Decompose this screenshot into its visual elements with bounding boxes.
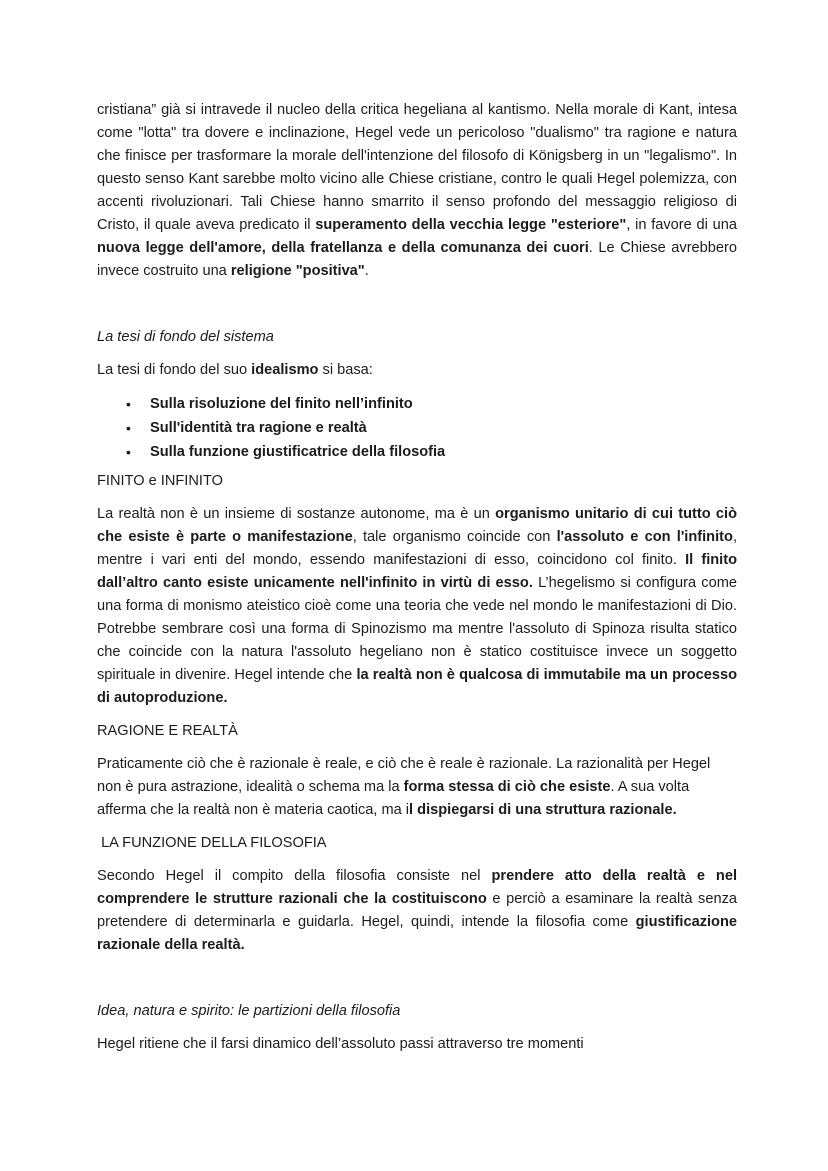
bold-text-run: organismo unitario di cui tutto ciò che esiste è parte o manifestazione	[97, 506, 742, 545]
text-run: Idea, natura e spirito: le partizioni della filosofia	[97, 1003, 401, 1019]
idea-natura-spirito-paragraph	[97, 1033, 737, 1056]
bold-text-run: idealismo	[251, 362, 319, 378]
document-content	[97, 99, 742, 1056]
tesi-intro-paragraph	[97, 359, 737, 382]
text-run: La tesi di fondo del suo	[97, 362, 252, 378]
section-heading-tesi-di-fondo	[97, 326, 737, 349]
bullet-glyph-icon: •	[126, 420, 131, 436]
bold-text-run: Il finito dall’altro canto esiste unicamente nell'infinito in virtù di esso.	[97, 552, 742, 591]
intro-paragraph	[97, 99, 742, 283]
text-run: , in favore di una	[626, 217, 742, 233]
text-run: RAGIONE E REALTÀ	[97, 723, 238, 739]
heading-ragione-realta	[97, 720, 737, 743]
bullet-glyph-icon: •	[126, 444, 131, 460]
text-run: cristiana” già si intravede il nucleo della critica hegeliana al kantismo. Nella morale di Kant, intesa come "lotta" tra dovere e inclinazione, Hegel vede un pericoloso "dualismo" tra ragione e natura che finisce per trasformare la morale dell'intenzione del filosofo di Königsberg in un "legalismo". In questo senso Kant sarebbe molto vicino alle Chiese cristiane, contro le quali Hegel polemizza, con accenti rivoluzionari. Tali Chiese hanno smarrito il senso profondo del messaggio religioso di Cristo, il quale aveva predicato il	[97, 102, 742, 233]
text-run: L’hegelismo si configura come una forma di monismo ateistico cioè come una teoria che vede nel mondo le manifestazioni di Dio. Potrebbe sembrare così una forma di Spinozismo ma mentre l'assoluto di Spinoza risulta statico che coincide con la natura l'assoluto hegeliano non è statico costituisce invece un soggetto spirituale in divenire. Hegel intende che	[97, 575, 742, 683]
text-run: LA FUNZIONE DELLA FILOSOFIA	[97, 835, 327, 851]
bullet-item	[97, 416, 737, 440]
bold-text-run: prendere atto della realtà e nel comprendere le strutture razionali che la costituiscono	[97, 868, 742, 907]
bullet-item	[97, 440, 737, 464]
bold-text-run: forma stessa di ciò che esiste	[403, 779, 611, 795]
bullet-glyph-icon: •	[126, 396, 131, 412]
text-run: La realtà non è un insieme di sostanze autonome, ma è un	[97, 506, 496, 522]
bold-text-run: nuova legge dell'amore, della fratellanza e della comunanza dei cuori	[97, 240, 589, 256]
text-run: . A sua volta afferma che la realtà non è materia caotica, ma i	[97, 779, 694, 818]
heading-funzione-filosofia	[97, 832, 737, 855]
bold-text-run: superamento della vecchia legge "esteriore"	[315, 217, 627, 233]
bold-text-run: Sulla funzione giustificatrice della filosofia	[150, 444, 446, 460]
blank-line	[97, 293, 737, 316]
tesi-bullet-list	[97, 392, 737, 464]
text-run: si basa:	[318, 362, 373, 378]
text-run: Praticamente ciò che è razionale è reale, e ciò che è reale è razionale. La razionalità per Hegel non è pura astrazione, idealità o schema ma la	[97, 756, 715, 795]
bold-text-run: la realtà non è qualcosa di immutabile ma un processo di autoproduzione.	[97, 667, 742, 706]
ragione-realta-paragraph	[97, 753, 737, 822]
text-run: La tesi di fondo del sistema	[97, 329, 274, 345]
section-heading-idea-natura-spirito	[97, 1000, 737, 1023]
bold-text-run: Sull'identità tra ragione e realtà	[150, 420, 367, 436]
bold-text-run: Sulla risoluzione del finito nell’infinito	[150, 396, 413, 412]
bullet-item	[97, 392, 737, 416]
text-run: FINITO e INFINITO	[97, 473, 223, 489]
finito-infinito-paragraph	[97, 503, 742, 710]
bold-text-run: giustificazione razionale della realtà.	[97, 914, 742, 953]
blank-line	[97, 967, 737, 990]
bold-text-run: religione "positiva"	[230, 263, 365, 279]
text-run: . Le Chiese avrebbero invece costruito una	[97, 240, 742, 279]
text-run: Hegel ritiene che il farsi dinamico dell’assoluto passi attraverso tre momenti	[97, 1036, 584, 1052]
text-run: e perciò a esaminare la realtà senza pretendere di determinarla e guidarla. Hegel, quindi, intende la filosofia come	[97, 891, 742, 930]
bold-text-run: l'assoluto e con l'infinito	[556, 529, 733, 545]
heading-finito-infinito	[97, 470, 737, 493]
funzione-filosofia-paragraph	[97, 865, 742, 957]
text-run: , tale organismo coincide con	[352, 529, 557, 545]
bold-text-run: l dispiegarsi di una struttura razionale.	[409, 802, 677, 818]
text-run: .	[364, 263, 369, 279]
text-run: Secondo Hegel il compito della filosofia consiste nel	[97, 868, 492, 884]
text-run: , mentre i vari enti del mondo, essendo manifestazioni di esso, coincidono col finito.	[97, 529, 742, 568]
